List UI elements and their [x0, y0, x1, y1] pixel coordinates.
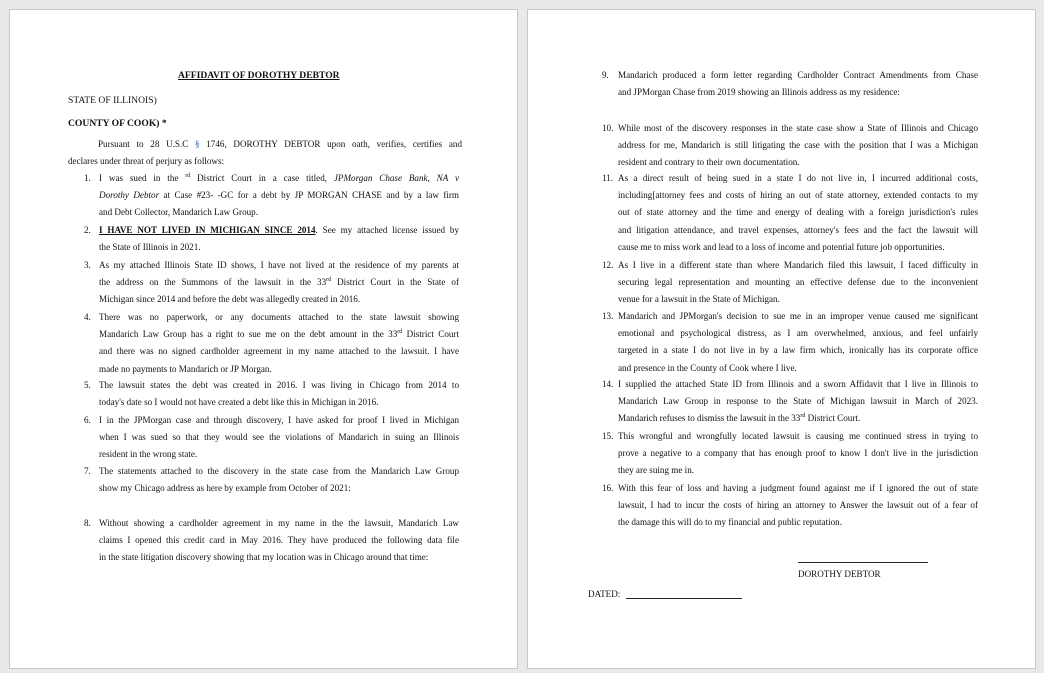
list-item — [99, 515, 459, 567]
list-item-line: made no payments to Mandarich or JP Morgan. — [99, 363, 272, 374]
list-item-line: Without showing a cardholder agreement in my name in the the lawsuit, Mandarich Law — [99, 518, 459, 528]
list-item-line: The lawsuit states the debt was created in 2016. I was living in Chicago from 2014 to — [99, 380, 459, 390]
dated-line — [626, 598, 742, 599]
list-item — [99, 377, 459, 411]
list-item-line: show my Chicago address as here by example from October of 2021: — [99, 483, 351, 494]
list-item-line: claims I opened this credit card in May 2016. They have produced the following data file — [99, 535, 459, 546]
list-item-line: I supplied the attached State ID from Illinois and a sworn Affidavit that I live in Illinois to — [618, 379, 978, 389]
list-item-line: cause me to miss work and lead to a loss of income and potential future job opportunities. — [618, 241, 945, 252]
list-item-line: I in the JPMorgan case and through discovery, I have asked for proof I lived in Michigan — [99, 415, 459, 425]
list-item-line: Mandarich Law Group in response to the State of Michigan lawsuit in March of 2023. — [618, 396, 978, 407]
list-item-line: Mandarich refuses to dismiss the lawsuit in the 33rd District Court. — [618, 413, 861, 424]
list-item-line: the address on the Summons of the lawsuit in the 33rd District Court in the State of — [99, 277, 459, 288]
signature-line — [798, 562, 928, 563]
list-item-number: 4. — [84, 312, 91, 322]
list-item — [99, 257, 459, 309]
list-item-line: venue for a lawsuit in the State of Michigan. — [618, 294, 780, 305]
list-item-number: 5. — [84, 380, 91, 390]
list-item-line: Mandarich Law Group has a right to sue me on the debt amount in the 33rd District Court — [99, 329, 459, 340]
list-item-line: As I live in a different state than where Mandarich filed this lawsuit, I faced difficulty in — [618, 260, 978, 270]
list-item-line: Dorothy Debtor at Case #23- -GC for a debt by JP MORGAN CHASE and by a law firm — [99, 190, 459, 201]
list-item-line: and Debt Collector, Mandarich Law Group. — [99, 207, 258, 218]
list-item — [99, 222, 459, 256]
list-item-line: lawsuit, I had to incur the costs of hiring an attorney to Answer the lawsuit out of a fear of — [618, 500, 978, 511]
list-item — [618, 170, 978, 256]
list-item-line: targeted in a state I do not live in by a law firm which, ironically has its corporate office — [618, 345, 978, 356]
list-item-number: 12. — [602, 260, 614, 270]
list-item-number: 14. — [602, 379, 614, 389]
list-item-line: resident and contrary to their own documentation. — [618, 157, 800, 168]
list-item-number: 1. — [84, 173, 91, 183]
list-item-number: 16. — [602, 483, 614, 493]
list-item-line: when I was sued so that they would see the violations of Mandarich in suing an Illinois — [99, 432, 459, 443]
list-item-number: 13. — [602, 311, 614, 321]
state-line: STATE OF ILLINOIS) — [68, 95, 157, 106]
county-line: COUNTY OF COOK) * — [68, 118, 167, 129]
list-item-line: I was sued in the $^{rd}$ District Court in a case titled, JPMorgan Chase Bank, NA v — [99, 172, 459, 183]
list-item-line: today's date so I would not have created a debt like this in Michigan in 2016. — [99, 397, 379, 408]
list-item-line: I HAVE NOT LIVED IN MICHIGAN SINCE 2014. See my attached license issued by — [99, 225, 459, 235]
dated-label: DATED: — [588, 589, 621, 599]
list-item-line: prove a negative to a company that has enough proof to know I don't live in the jurisdiction — [618, 448, 978, 459]
list-item-line: The statements attached to the discovery in the state case from the Mandarich Law Group — [99, 466, 459, 476]
list-item-number: 6. — [84, 415, 91, 425]
list-item — [618, 428, 978, 480]
document-page-1 — [9, 9, 518, 669]
list-item — [99, 170, 459, 222]
list-item — [99, 309, 459, 378]
list-item-line: and there was no signed cardholder agreement in my name attached to the lawsuit. I have — [99, 346, 459, 357]
list-item-line: With this fear of loss and having a judgment found against me if I ignored the out of state — [618, 483, 978, 493]
list-item-number: 3. — [84, 260, 91, 270]
list-item-line: While most of the discovery responses in the state case show a State of Illinois and Chicago — [618, 123, 978, 133]
list-item-number: 2. — [84, 225, 91, 235]
list-item — [618, 308, 978, 377]
list-item-line: and presence in the County of Cook where I live. — [618, 362, 797, 373]
list-item — [618, 480, 978, 532]
list-item-line: There was no paperwork, or any documents attached to the state lawsuit showing — [99, 312, 459, 322]
list-item-line: out of state attorney and the time and energy of dealing with a foreign jurisdiction's rules — [618, 207, 978, 218]
list-item-line: resident in the wrong state. — [99, 449, 198, 460]
document-page-2 — [527, 9, 1036, 669]
intro-line: declares under threat of perjury as follows: — [68, 156, 225, 167]
list-item-line: Mandarich and JPMorgan's decision to sue me in an improper venue caused me significant — [618, 311, 978, 321]
list-item-line: As a direct result of being sued in a state I do not live in, I incurred additional costs, — [618, 173, 978, 183]
list-item — [618, 120, 978, 172]
list-item-line: including[attorney fees and costs of hiring an out of state attorney, extended contacts to my — [618, 190, 978, 201]
list-item-number: 11. — [602, 173, 614, 183]
list-item-line: the State of Illinois in 2021. — [99, 242, 201, 253]
list-item-number: 8. — [84, 518, 91, 528]
list-item-number: 15. — [602, 431, 614, 441]
intro-line: Pursuant to 28 U.S.C § 1746, DOROTHY DEBTOR upon oath, verifies, certifies and — [98, 139, 462, 149]
list-item-line: As my attached Illinois State ID shows, I have not lived at the residence of my parents at — [99, 260, 459, 270]
list-item-line: in the state litigation discovery showing that my location was in Chicago around that time: — [99, 552, 429, 563]
list-item-line: the damage this will do to my financial and public reputation. — [618, 517, 843, 528]
list-item-line: emotional and psychological distress, as I am overwhelmed, anxious, and feel unfairly — [618, 328, 978, 339]
list-item — [618, 67, 978, 101]
list-item-line: Michigan since 2014 and before the debt was allegedly created in 2016. — [99, 294, 361, 305]
list-item — [618, 257, 978, 309]
list-item-line: securing legal representation and mounting an effective defense due to the inconvenient — [618, 277, 978, 288]
list-item-number: 9. — [602, 70, 609, 80]
list-item-number: 10. — [602, 123, 614, 133]
list-item-line: and litigation attendance, and travel expenses, attorney's fees and the fact the lawsuit will — [618, 224, 978, 235]
list-item-line: address for me, Mandarich is still litigating the case with the position that I was a Michigan — [618, 140, 978, 151]
list-item — [618, 376, 978, 428]
affidavit-title: AFFIDAVIT OF DOROTHY DEBTOR — [178, 70, 340, 81]
list-item-line: This wrongful and wrongfully located lawsuit is causing me continued stress in trying to — [618, 431, 978, 441]
list-item-line: they are suing me in. — [618, 465, 695, 476]
list-item — [99, 463, 459, 497]
list-item-number: 7. — [84, 466, 91, 476]
list-item-line: and JPMorgan Chase from 2019 showing an Illinois address as my residence: — [618, 87, 900, 98]
intro-paragraph — [68, 136, 462, 170]
list-item — [99, 412, 459, 464]
signature-name: DOROTHY DEBTOR — [798, 569, 881, 579]
list-item-line: Mandarich produced a form letter regarding Cardholder Contract Amendments from Chase — [618, 70, 978, 80]
